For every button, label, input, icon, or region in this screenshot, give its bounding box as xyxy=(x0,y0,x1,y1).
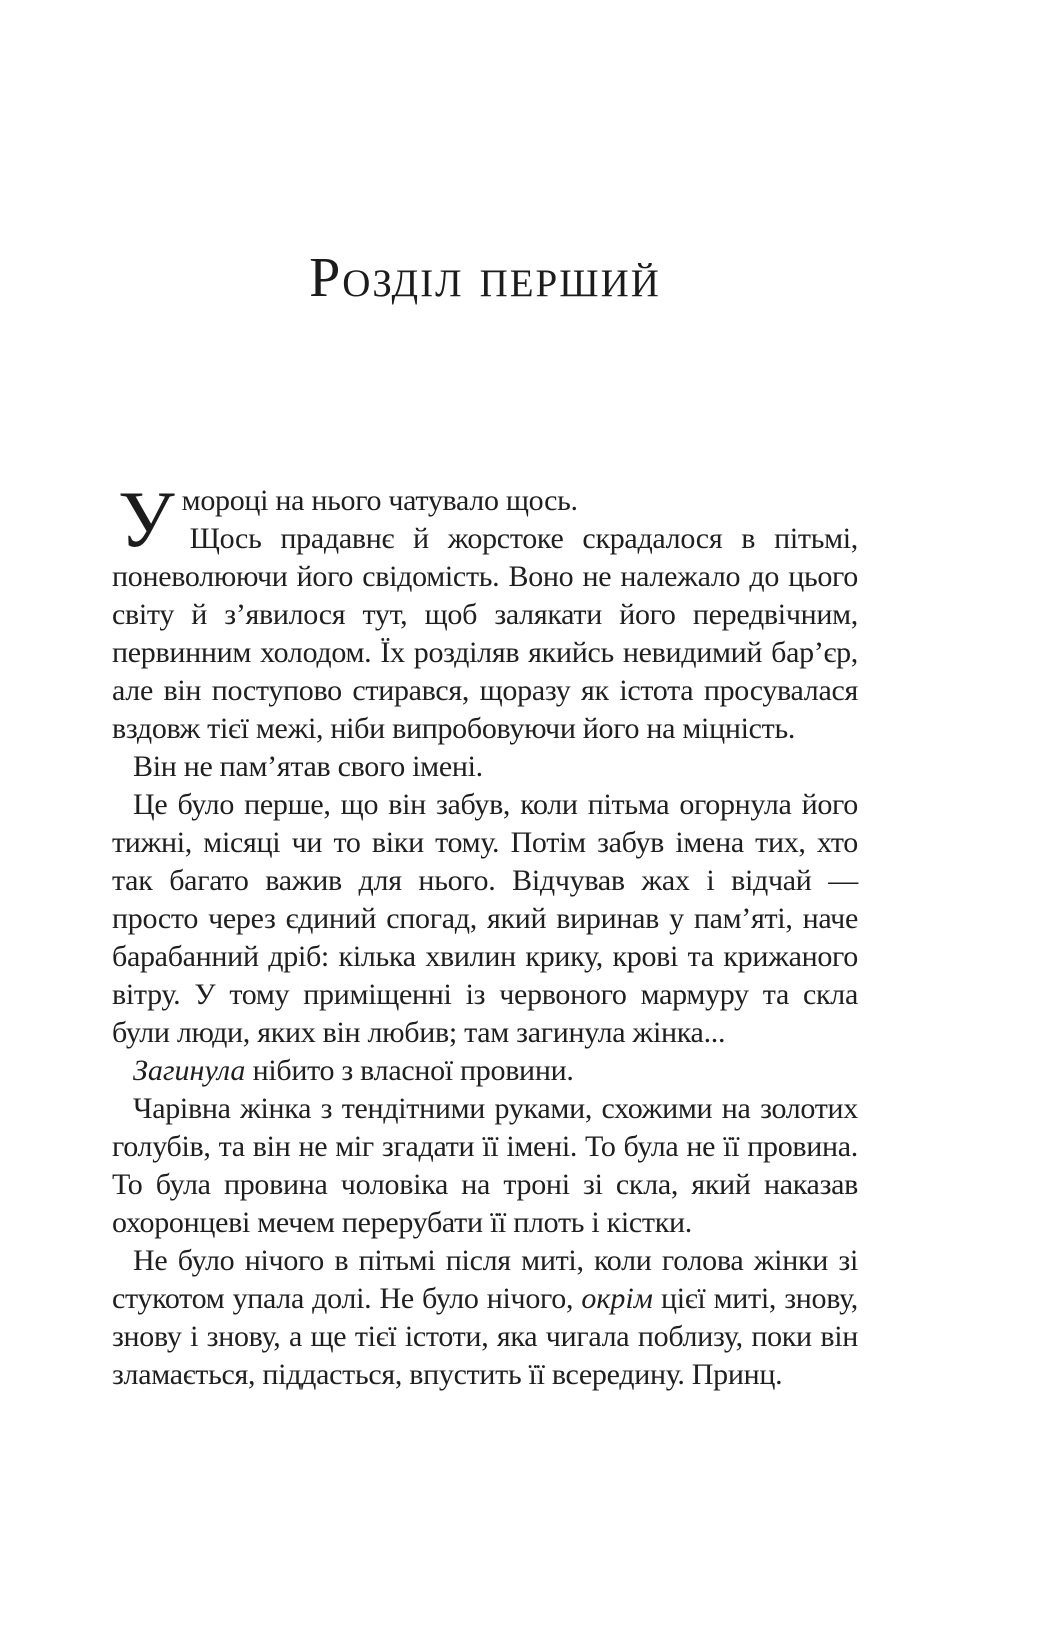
paragraph: Щось прадавнє й жорстоке скрадалося в пітьмі, поневолюючи його свідомість. Воно не належало до цього світу й з’явилося тут, щоб залякати його передвічним, первинним холодом. Їх розділяв якийсь невидимий бар’єр, але він поступово стирався, щоразу як істота просувалася вздовж тієї межі, ніби випробовуючи його на міцність. xyxy=(112,522,858,745)
opening-line: мороці на нього чатувало щось. xyxy=(181,484,578,517)
paragraph: Не було нічого в пітьмі після миті, коли голова жінки зі стукотом упала долі. Не було нічого, окрім цієї миті, знову, знову і знову, а ще тієї істоти, яка чигала поблизу, поки він зламається, піддасться, впустить її всередину. Принц. xyxy=(112,1244,858,1391)
paragraph: Це було перше, що він забув, коли пітьма огорнула його тижні, місяці чи то віки тому. Потім забув імена тих, хто так багато важив для нього. Відчував жах і відчай — просто через єдиний спогад, який виринав у пам’яті, наче барабанний дріб: кілька хвилин крику, крові та крижаного вітру. У тому приміщенні із червоного мармуру та скла були люди, яких він любив; там загинула жінка... xyxy=(112,788,858,1049)
drop-cap: У xyxy=(118,476,175,564)
chapter-title: Розділ перший xyxy=(309,247,661,309)
opening-paragraph-group xyxy=(112,476,858,748)
paragraph: Загинула нібито з власної провини. xyxy=(133,1054,574,1087)
paragraph: Він не пам’ятав свого імені. xyxy=(133,750,483,783)
paragraph: Чарівна жінка з тендітними руками, схожими на золотих голубів, та він не міг згадати її імені. То була не її провина. То була провина чоловіка на троні зі скла, який наказав охоронцеві мечем перерубати її плоть і кістки. xyxy=(112,1092,858,1239)
text-block xyxy=(112,476,858,1394)
